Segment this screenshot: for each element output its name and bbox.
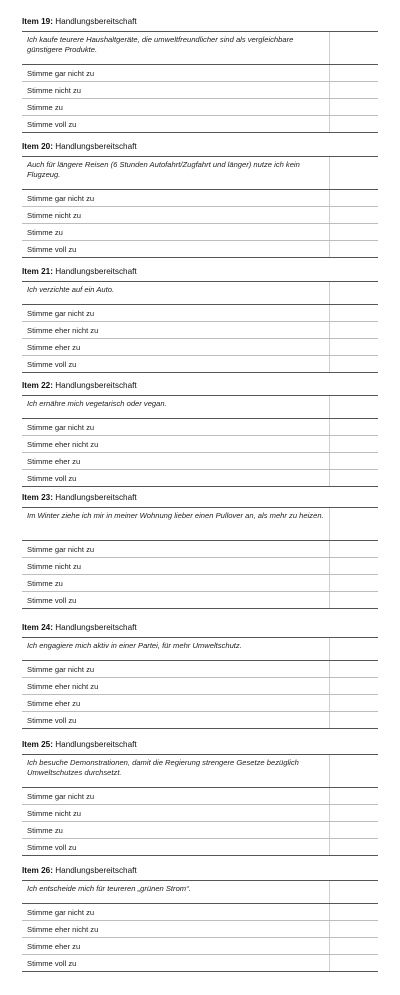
option-label[interactable]: Stimme eher zu [22,339,330,356]
answer-cell[interactable] [330,541,379,558]
item-statement: Ich kaufe teurere Haushaltgeräte, die umweltfreundlicher sind als vergleichbare günstigere Produkte. [22,32,330,65]
item-statement: Ich entscheide mich für teureren „grünen Strom“. [22,881,330,904]
answer-cell[interactable] [330,32,379,65]
answer-cell[interactable] [330,575,379,592]
answer-cell[interactable] [330,99,379,116]
item-category: Handlungsbereitschaft [55,267,137,276]
answer-cell[interactable] [330,805,379,822]
answer-cell[interactable] [330,938,379,955]
answer-cell[interactable] [330,356,379,373]
item-statement: Im Winter ziehe ich mir in meiner Wohnung lieber einen Pullover an, als mehr zu heizen. [22,508,330,541]
item-statement: Auch für längere Reisen (6 Stunden Autofahrt/Zugfahrt und länger) nutze ich kein Flugzeug. [22,157,330,190]
answer-cell[interactable] [330,419,379,436]
answer-cell[interactable] [330,116,379,133]
option-label[interactable]: Stimme voll zu [22,839,330,856]
answer-cell[interactable] [330,436,379,453]
option-label[interactable]: Stimme gar nicht zu [22,305,330,322]
item-table [22,880,378,972]
item-category: Handlungsbereitschaft [55,381,137,390]
option-label[interactable]: Stimme gar nicht zu [22,661,330,678]
item-number: Item 22: [22,381,53,390]
option-label[interactable]: Stimme gar nicht zu [22,904,330,921]
item-statement: Ich ernähre mich vegetarisch oder vegan. [22,396,330,419]
item-statement: Ich verzichte auf ein Auto. [22,282,330,305]
item-table [22,31,378,133]
answer-cell[interactable] [330,322,379,339]
answer-cell[interactable] [330,558,379,575]
option-label[interactable]: Stimme eher zu [22,695,330,712]
item-title [22,267,137,277]
item-number: Item 25: [22,740,53,749]
option-label[interactable]: Stimme voll zu [22,592,330,609]
answer-cell[interactable] [330,955,379,972]
option-label[interactable]: Stimme nicht zu [22,558,330,575]
option-label[interactable]: Stimme eher zu [22,938,330,955]
option-label[interactable]: Stimme voll zu [22,116,330,133]
option-label[interactable]: Stimme zu [22,575,330,592]
option-label[interactable]: Stimme voll zu [22,712,330,729]
item-table [22,507,378,609]
item-table [22,395,378,487]
answer-cell[interactable] [330,305,379,322]
option-label[interactable]: Stimme voll zu [22,470,330,487]
option-label[interactable]: Stimme eher nicht zu [22,436,330,453]
option-label[interactable]: Stimme eher nicht zu [22,678,330,695]
item-number: Item 23: [22,493,53,502]
option-label[interactable]: Stimme nicht zu [22,207,330,224]
item-number: Item 26: [22,866,53,875]
answer-cell[interactable] [330,904,379,921]
item-title [22,493,137,503]
answer-cell[interactable] [330,508,379,541]
item-table [22,637,378,729]
item-number: Item 19: [22,17,53,26]
item-title [22,866,137,876]
answer-cell[interactable] [330,224,379,241]
answer-cell[interactable] [330,207,379,224]
item-table [22,156,378,258]
item-category: Handlungsbereitschaft [55,623,137,632]
option-label[interactable]: Stimme voll zu [22,241,330,258]
answer-cell[interactable] [330,839,379,856]
option-label[interactable]: Stimme gar nicht zu [22,541,330,558]
item-table [22,281,378,373]
answer-cell[interactable] [330,339,379,356]
answer-cell[interactable] [330,788,379,805]
answer-cell[interactable] [330,755,379,788]
item-category: Handlungsbereitschaft [55,142,137,151]
item-table [22,754,378,856]
answer-cell[interactable] [330,282,379,305]
option-label[interactable]: Stimme voll zu [22,356,330,373]
answer-cell[interactable] [330,65,379,82]
item-title [22,142,137,152]
item-category: Handlungsbereitschaft [55,493,137,502]
item-statement: Ich engagiere mich aktiv in einer Partei, für mehr Umweltschutz. [22,638,330,661]
item-number: Item 20: [22,142,53,151]
item-category: Handlungsbereitschaft [55,866,137,875]
option-label[interactable]: Stimme voll zu [22,955,330,972]
option-label[interactable]: Stimme zu [22,224,330,241]
answer-cell[interactable] [330,470,379,487]
item-number: Item 24: [22,623,53,632]
answer-cell[interactable] [330,921,379,938]
answer-cell[interactable] [330,822,379,839]
answer-cell[interactable] [330,592,379,609]
item-title [22,17,137,27]
answer-cell[interactable] [330,241,379,258]
answer-cell[interactable] [330,695,379,712]
item-category: Handlungsbereitschaft [55,17,137,26]
answer-cell[interactable] [330,881,379,904]
item-title [22,381,137,391]
option-label[interactable]: Stimme zu [22,822,330,839]
option-label[interactable]: Stimme gar nicht zu [22,65,330,82]
option-label[interactable]: Stimme eher zu [22,453,330,470]
item-title [22,740,137,750]
item-number: Item 21: [22,267,53,276]
item-statement: Ich besuche Demonstrationen, damit die Regierung strengere Gesetze bezüglich Umweltschutzes durchsetzt. [22,755,330,788]
answer-cell[interactable] [330,157,379,190]
option-label[interactable]: Stimme eher nicht zu [22,921,330,938]
option-label[interactable]: Stimme eher nicht zu [22,322,330,339]
option-label[interactable]: Stimme nicht zu [22,82,330,99]
answer-cell[interactable] [330,190,379,207]
item-title [22,623,137,633]
answer-cell[interactable] [330,82,379,99]
item-category: Handlungsbereitschaft [55,740,137,749]
answer-cell[interactable] [330,396,379,419]
answer-cell[interactable] [330,712,379,729]
option-label[interactable]: Stimme nicht zu [22,805,330,822]
answer-cell[interactable] [330,453,379,470]
answer-cell[interactable] [330,638,379,661]
answer-cell[interactable] [330,661,379,678]
option-label[interactable]: Stimme gar nicht zu [22,190,330,207]
answer-cell[interactable] [330,678,379,695]
option-label[interactable]: Stimme zu [22,99,330,116]
option-label[interactable]: Stimme gar nicht zu [22,419,330,436]
option-label[interactable]: Stimme gar nicht zu [22,788,330,805]
